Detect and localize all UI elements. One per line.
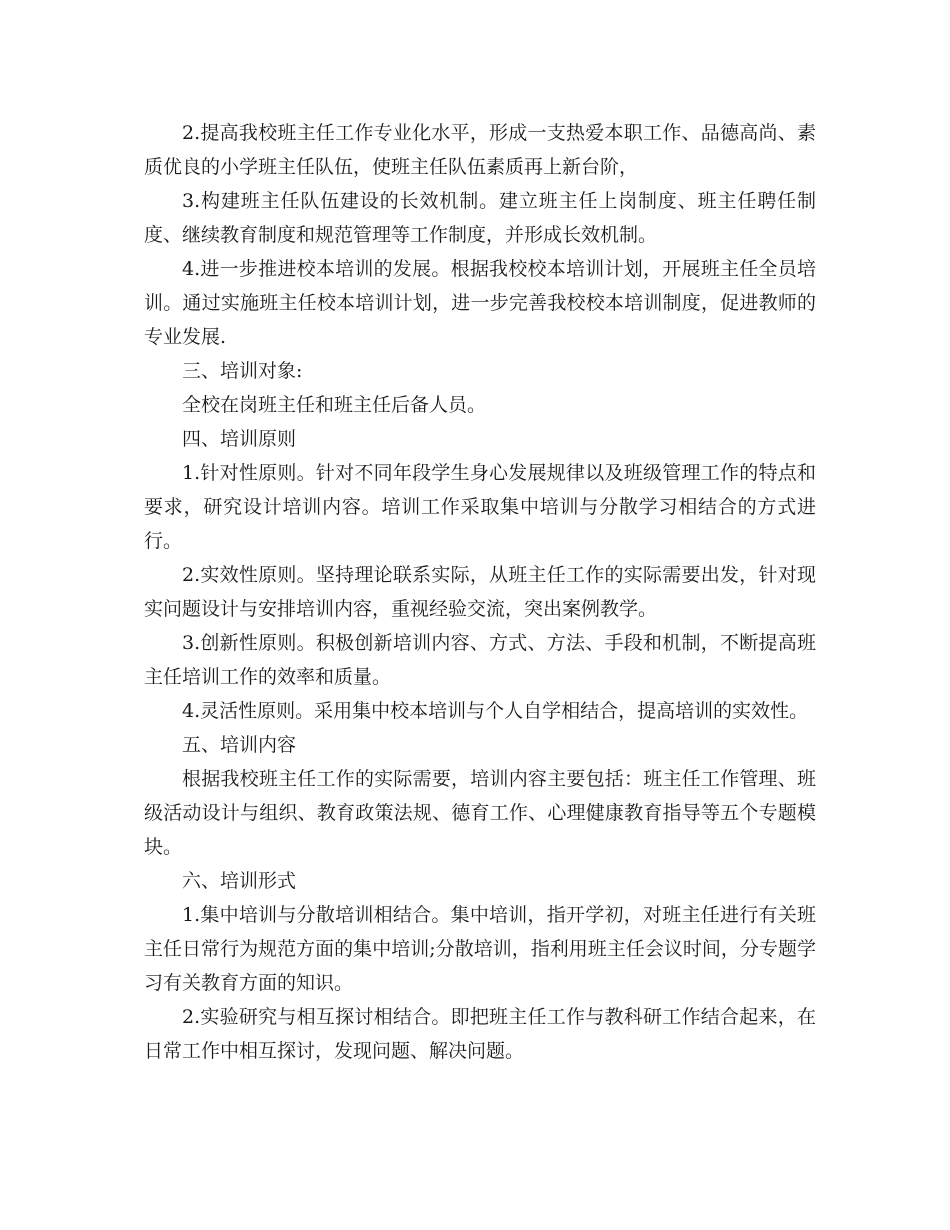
paragraph-principle-3: 3.创新性原则。积极创新培训内容、方式、方法、手段和机制，不断提高班主任培训工作的效率和质量。 bbox=[144, 632, 816, 688]
document-body bbox=[144, 116, 816, 1068]
paragraph-form-1: 1.集中培训与分散培训相结合。集中培训，指开学初，对班主任进行有关班主任日常行为规范方面的集中培训;分散培训，指利用班主任会议时间，分专题学习有关教育方面的知识。 bbox=[144, 904, 816, 994]
section-heading-training-principles: 四、培训原则 bbox=[182, 428, 297, 450]
paragraph-principle-2: 2.实效性原则。坚持理论联系实际，从班主任工作的实际需要出发，针对现实问题设计与安排培训内容，重视经验交流，突出案例教学。 bbox=[144, 564, 816, 620]
paragraph-form-2: 2.实验研究与相互探讨相结合。即把班主任工作与教科研工作结合起来，在日常工作中相互探讨，发现问题、解决问题。 bbox=[144, 1006, 816, 1062]
section-heading-training-content: 五、培训内容 bbox=[182, 734, 297, 756]
paragraph-training-targets: 全校在岗班主任和班主任后备人员。 bbox=[182, 394, 487, 416]
section-heading-training-forms: 六、培训形式 bbox=[182, 870, 297, 892]
paragraph-training-content: 根据我校班主任工作的实际需要，培训内容主要包括：班主任工作管理、班级活动设计与组织、教育政策法规、德育工作、心理健康教育指导等五个专题模块。 bbox=[144, 768, 816, 858]
section-heading-training-targets: 三、培训对象: bbox=[182, 360, 303, 382]
paragraph-goal-2: 2.提高我校班主任工作专业化水平，形成一支热爱本职工作、品德高尚、素质优良的小学班主任队伍，使班主任队伍素质再上新台阶， bbox=[144, 122, 816, 178]
paragraph-goal-4: 4.进一步推进校本培训的发展。根据我校校本培训计划，开展班主任全员培训。通过实施班主任校本培训计划，进一步完善我校校本培训制度，促进教师的专业发展. bbox=[144, 258, 816, 348]
paragraph-principle-4: 4.灵活性原则。采用集中校本培训与个人自学相结合，提高培训的实效性。 bbox=[182, 700, 809, 722]
paragraph-principle-1: 1.针对性原则。针对不同年段学生身心发展规律以及班级管理工作的特点和要求，研究设计培训内容。培训工作采取集中培训与分散学习相结合的方式进行。 bbox=[144, 462, 816, 552]
paragraph-goal-3: 3.构建班主任队伍建设的长效机制。建立班主任上岗制度、班主任聘任制度、继续教育制度和规范管理等工作制度，并形成长效机制。 bbox=[144, 190, 816, 246]
